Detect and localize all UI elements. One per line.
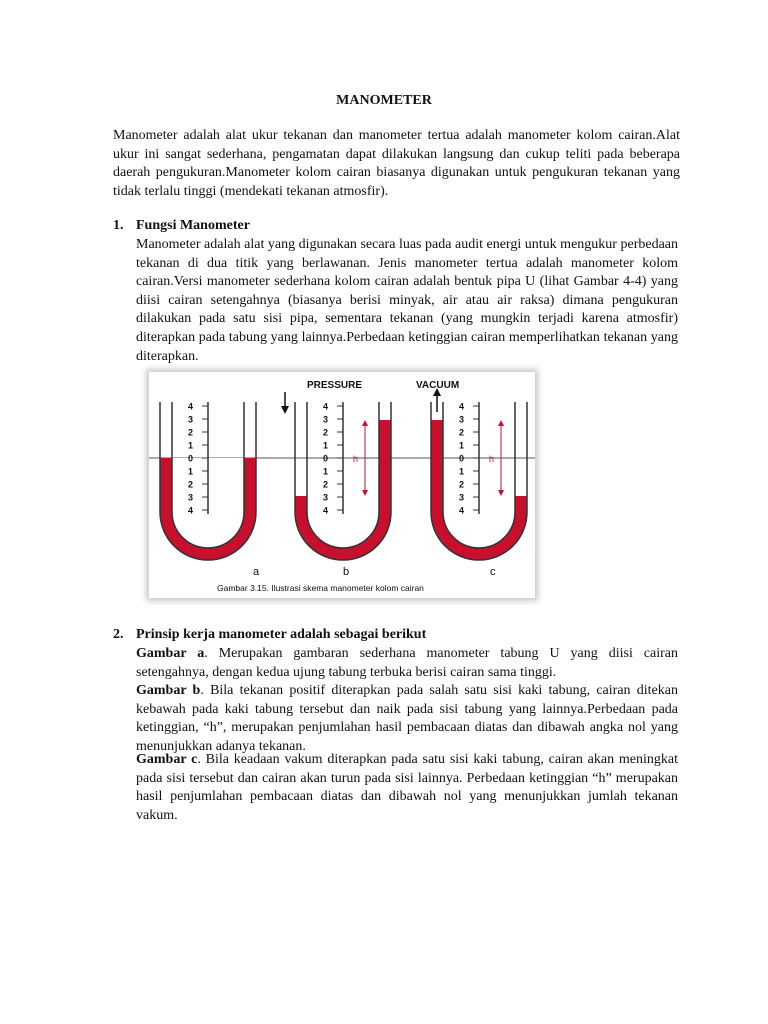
section-2-number: 2. — [113, 627, 124, 642]
scale-label: 0 — [323, 453, 329, 464]
scale-label: 1 — [459, 440, 465, 451]
scale-label: 1 — [188, 440, 194, 451]
manometer-figure — [149, 372, 535, 598]
tube-c-label: c — [490, 566, 496, 578]
scale-label: 4 — [459, 505, 465, 516]
scale-label: 0 — [459, 453, 465, 464]
scale-label: 1 — [459, 466, 465, 477]
section-1-heading — [113, 218, 250, 234]
section-1-number: 1. — [113, 218, 124, 233]
tube-a-label: a — [253, 566, 260, 578]
tube-b-label: b — [343, 566, 350, 578]
scale-label: 3 — [323, 414, 329, 425]
manometer-diagram — [149, 372, 535, 598]
scale-label: 0 — [188, 453, 194, 464]
scale-label: 4 — [323, 505, 329, 516]
scale-label: 4 — [459, 401, 465, 412]
section-1-body: Manometer adalah alat yang digunakan secara luas pada audit energi untuk mengukur perbedaan tekanan di dua titik yang berlawanan. Jenis manometer tertua adalah manometer kolom cairan.Versi manometer sederhana kolom cairan adalah bentuk pipa U (lihat Gambar 4-4) yang diisi cairan setengahnya (biasanya berisi minyak, air atau air raksa) dimana pengukuran dilakukan pada satu sisi pipa, sementara tekanan (yang mungkin terjadi karena atmosfir) diterapkan pada tabung yang lainnya.Perbedaan ketinggian cairan memperlihatkan tekanan yang diterapkan. — [136, 237, 678, 364]
gambar-b-text: . Bila tekanan positif diterapkan pada salah satu sisi kaki tabung, cairan ditekan kebawah pada kaki tabung tersebut dan naik pada sisi tabung yang lainnya.Perbedaan pada ketinggian, “h”, merupakan penjumlahan hasil pembacaan diatas dan dibawah angka nol yang menunjukkan adanya tekanan. — [136, 683, 678, 754]
tube-a — [160, 402, 256, 561]
gambar-b-label: Gambar b — [136, 683, 201, 698]
scale-label: 2 — [459, 427, 465, 438]
intro-paragraph: Manometer adalah alat ukur tekanan dan manometer tertua adalah manometer kolom cairan.Alat ukur ini sangat sederhana, pengamatan dapat dilakukan langsung dan cukup teliti pada beberapa daerah pengukuran.Manometer kolom cairan biasanya digunakan untuk pengukuran tekanan yang tidak terlalu tinggi (mendekati tekanan atmosfir). — [113, 128, 680, 199]
section-1-title: Fungsi Manometer — [136, 218, 250, 233]
page-title: MANOMETER — [336, 93, 432, 108]
scale-label: 2 — [459, 479, 465, 490]
section-2-heading — [113, 627, 426, 643]
scale-label: 2 — [323, 427, 329, 438]
gambar-c-paragraph — [136, 751, 678, 825]
gambar-c-text: . Bila keadaan vakum diterapkan pada satu sisi kaki tabung, cairan akan meningkat pada sisi tersebut dan cairan akan turun pada sisi lainnya. Perbedaan ketinggian “h” merupakan hasil penjumlahan pembacaan diatas dan dibawah nol yang menunjukkan jumlah tekanan vakum. — [136, 752, 679, 823]
scale-label: 3 — [188, 414, 194, 425]
gambar-a-text: . Merupakan gambaran sederhana manometer tabung U yang diisi cairan setengahnya, dengan kedua ujung tabung terbuka berisi cairan sama tinggi. — [136, 646, 678, 680]
scale-label: 3 — [188, 492, 194, 503]
scale-label: 2 — [188, 479, 194, 490]
scale-label: 4 — [188, 505, 194, 516]
h-label-b: h — [353, 454, 359, 464]
figure-caption: Gambar 3.15. Ilustrasi skema manometer kolom cairan — [217, 583, 424, 593]
h-label-c: h — [489, 454, 495, 464]
scale-label: 4 — [188, 401, 194, 412]
scale-label: 4 — [323, 401, 329, 412]
gambar-c-label: Gambar c — [136, 752, 198, 767]
vacuum-label: VACUUM — [416, 380, 460, 391]
scale-label: 3 — [459, 414, 465, 425]
gambar-b-paragraph — [136, 682, 678, 756]
tube-c — [431, 388, 527, 560]
gambar-a-label: Gambar a — [136, 646, 205, 661]
tube-b — [281, 392, 391, 560]
scale-label: 1 — [323, 466, 329, 477]
section-2-title: Prinsip kerja manometer adalah sebagai berikut — [136, 627, 427, 642]
scale-label: 3 — [323, 492, 329, 503]
scale-label: 2 — [188, 427, 194, 438]
pressure-label: PRESSURE — [307, 380, 363, 391]
gambar-a-paragraph — [136, 645, 678, 682]
scale-label: 2 — [323, 479, 329, 490]
scale-label: 1 — [188, 466, 194, 477]
scale-label: 1 — [323, 440, 329, 451]
scale-label: 3 — [459, 492, 465, 503]
